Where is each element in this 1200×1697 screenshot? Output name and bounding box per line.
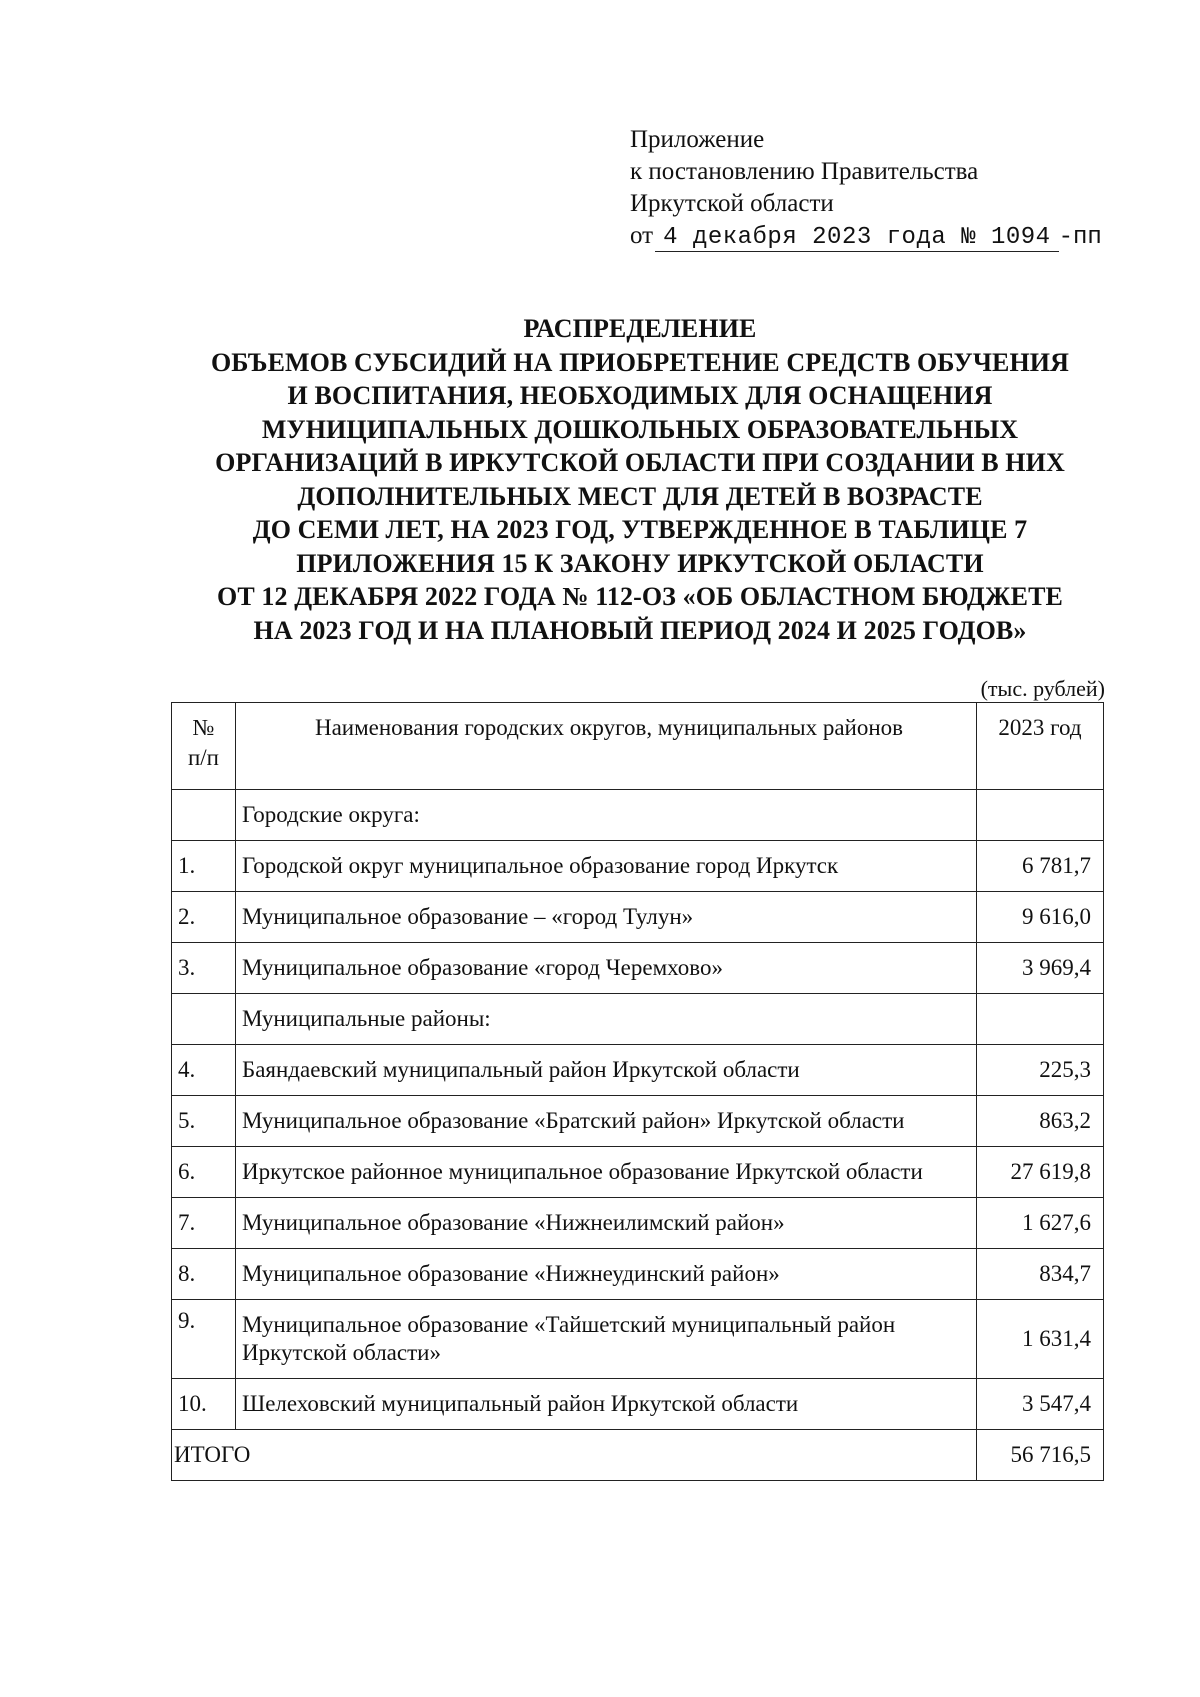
table-cell-value: 9 616,0 — [977, 892, 1104, 943]
appendix-line-3: Иркутской области — [630, 190, 834, 217]
header-year: 2023 год — [977, 703, 1104, 790]
table-row — [172, 1045, 1104, 1096]
document-title — [160, 312, 1120, 647]
table-cell-value: 1 627,6 — [977, 1198, 1104, 1249]
table-cell-num: 6. — [172, 1147, 236, 1198]
total-row — [172, 1430, 1104, 1481]
from-prefix: от — [630, 222, 654, 249]
table-row — [172, 1096, 1104, 1147]
appendix-line-2: к постановлению Правительства — [630, 158, 979, 185]
table-row — [172, 943, 1104, 994]
table-cell-value: 834,7 — [977, 1249, 1104, 1300]
subsidy-distribution-table — [171, 702, 1104, 1481]
title-line: РАСПРЕДЕЛЕНИЕ — [523, 314, 757, 343]
appendix-date-line — [630, 220, 1102, 254]
title-line: ОРГАНИЗАЦИЙ В ИРКУТСКОЙ ОБЛАСТИ ПРИ СОЗДАНИИ В НИХ — [215, 448, 1065, 477]
table-cell-name: Баяндаевский муниципальный район Иркутской области — [236, 1045, 977, 1096]
table-row — [172, 1249, 1104, 1300]
title-line: МУНИЦИПАЛЬНЫХ ДОШКОЛЬНЫХ ОБРАЗОВАТЕЛЬНЫХ — [261, 414, 1019, 444]
section-row-districts — [172, 994, 1104, 1045]
title-line: ПРИЛОЖЕНИЯ 15 К ЗАКОНУ ИРКУТСКОЙ ОБЛАСТИ — [296, 548, 984, 578]
table-cell-num — [172, 790, 236, 841]
title-line: И ВОСПИТАНИЯ, НЕОБХОДИМЫХ ДЛЯ ОСНАЩЕНИЯ — [287, 381, 993, 410]
table-row — [172, 1300, 1104, 1379]
appendix-block — [630, 124, 1102, 254]
table-header-row — [172, 703, 1104, 790]
table-cell-name: Муниципальное образование «Нижнеилимский район» — [236, 1198, 977, 1249]
table-cell-num: 10. — [172, 1379, 236, 1430]
table-cell-name — [236, 1300, 977, 1379]
unit-label: (тыс. рублей) — [980, 676, 1105, 701]
section-label-districts: Муниципальные районы: — [236, 994, 977, 1045]
table-cell-name: Иркутское районное муниципальное образование Иркутской области — [236, 1147, 977, 1198]
table-cell-num: 8. — [172, 1249, 236, 1300]
header-num-symbol: № — [192, 715, 215, 740]
total-value: 56 716,5 — [977, 1430, 1104, 1481]
title-line: НА 2023 ГОД И НА ПЛАНОВЫЙ ПЕРИОД 2024 И 2025 ГОДОВ» — [253, 615, 1027, 645]
table-row — [172, 1198, 1104, 1249]
table-cell-num: 2. — [172, 892, 236, 943]
header-num — [172, 703, 236, 790]
table-cell-value: 3 969,4 — [977, 943, 1104, 994]
appendix-line-1: Приложение — [630, 126, 765, 153]
title-line: ОТ 12 ДЕКАБРЯ 2022 ГОДА № 112-ОЗ «ОБ ОБЛАСТНОМ БЮДЖЕТЕ — [217, 582, 1063, 611]
title-line: ДОПОЛНИТЕЛЬНЫХ МЕСТ ДЛЯ ДЕТЕЙ В ВОЗРАСТЕ — [297, 481, 983, 511]
table-cell-name-line: Иркутской области» — [242, 1340, 441, 1365]
table-cell-value — [977, 994, 1104, 1045]
table-cell-name: Муниципальное образование – «город Тулун» — [236, 892, 977, 943]
table-row — [172, 892, 1104, 943]
title-line: ОБЪЕМОВ СУБСИДИЙ НА ПРИОБРЕТЕНИЕ СРЕДСТВ ОБУЧЕНИЯ — [210, 347, 1070, 377]
table-row — [172, 1379, 1104, 1430]
table-cell-name: Муниципальное образование «город Черемхово» — [236, 943, 977, 994]
table-cell-value: 27 619,8 — [977, 1147, 1104, 1198]
table-cell-num: 9. — [172, 1300, 236, 1379]
table-cell-value: 6 781,7 — [977, 841, 1104, 892]
header-name: Наименования городских округов, муниципальных районов — [236, 703, 977, 790]
table-cell-name: Городской округ муниципальное образование город Иркутск — [236, 841, 977, 892]
table-cell-value: 1 631,4 — [977, 1300, 1104, 1379]
table-cell-num: 7. — [172, 1198, 236, 1249]
table-cell-name: Муниципальное образование «Нижнеудинский район» — [236, 1249, 977, 1300]
table-cell-value: 225,3 — [977, 1045, 1104, 1096]
table-cell-value: 3 547,4 — [977, 1379, 1104, 1430]
table-cell-num: 4. — [172, 1045, 236, 1096]
table-cell-name: Муниципальное образование «Братский район» Иркутской области — [236, 1096, 977, 1147]
table-cell-name-line: Муниципальное образование «Тайшетский муниципальный район — [242, 1312, 896, 1337]
table-cell-value — [977, 790, 1104, 841]
table-cell-num: 1. — [172, 841, 236, 892]
resolution-date-number: 4 декабря 2023 года № 1094 — [655, 225, 1058, 252]
table-cell-value: 863,2 — [977, 1096, 1104, 1147]
header-num-abbr: п/п — [187, 745, 219, 770]
table-row — [172, 841, 1104, 892]
resolution-number-suffix: -пп — [1058, 224, 1102, 251]
table-cell-num — [172, 994, 236, 1045]
total-label: ИТОГО — [172, 1430, 977, 1481]
section-row-urban — [172, 790, 1104, 841]
table-cell-num: 3. — [172, 943, 236, 994]
table-cell-num: 5. — [172, 1096, 236, 1147]
section-label-urban: Городские округа: — [236, 790, 977, 841]
table-cell-name: Шелеховский муниципальный район Иркутской области — [236, 1379, 977, 1430]
table-row — [172, 1147, 1104, 1198]
title-line: ДО СЕМИ ЛЕТ, НА 2023 ГОД, УТВЕРЖДЕННОЕ В ТАБЛИЦЕ 7 — [252, 515, 1028, 544]
